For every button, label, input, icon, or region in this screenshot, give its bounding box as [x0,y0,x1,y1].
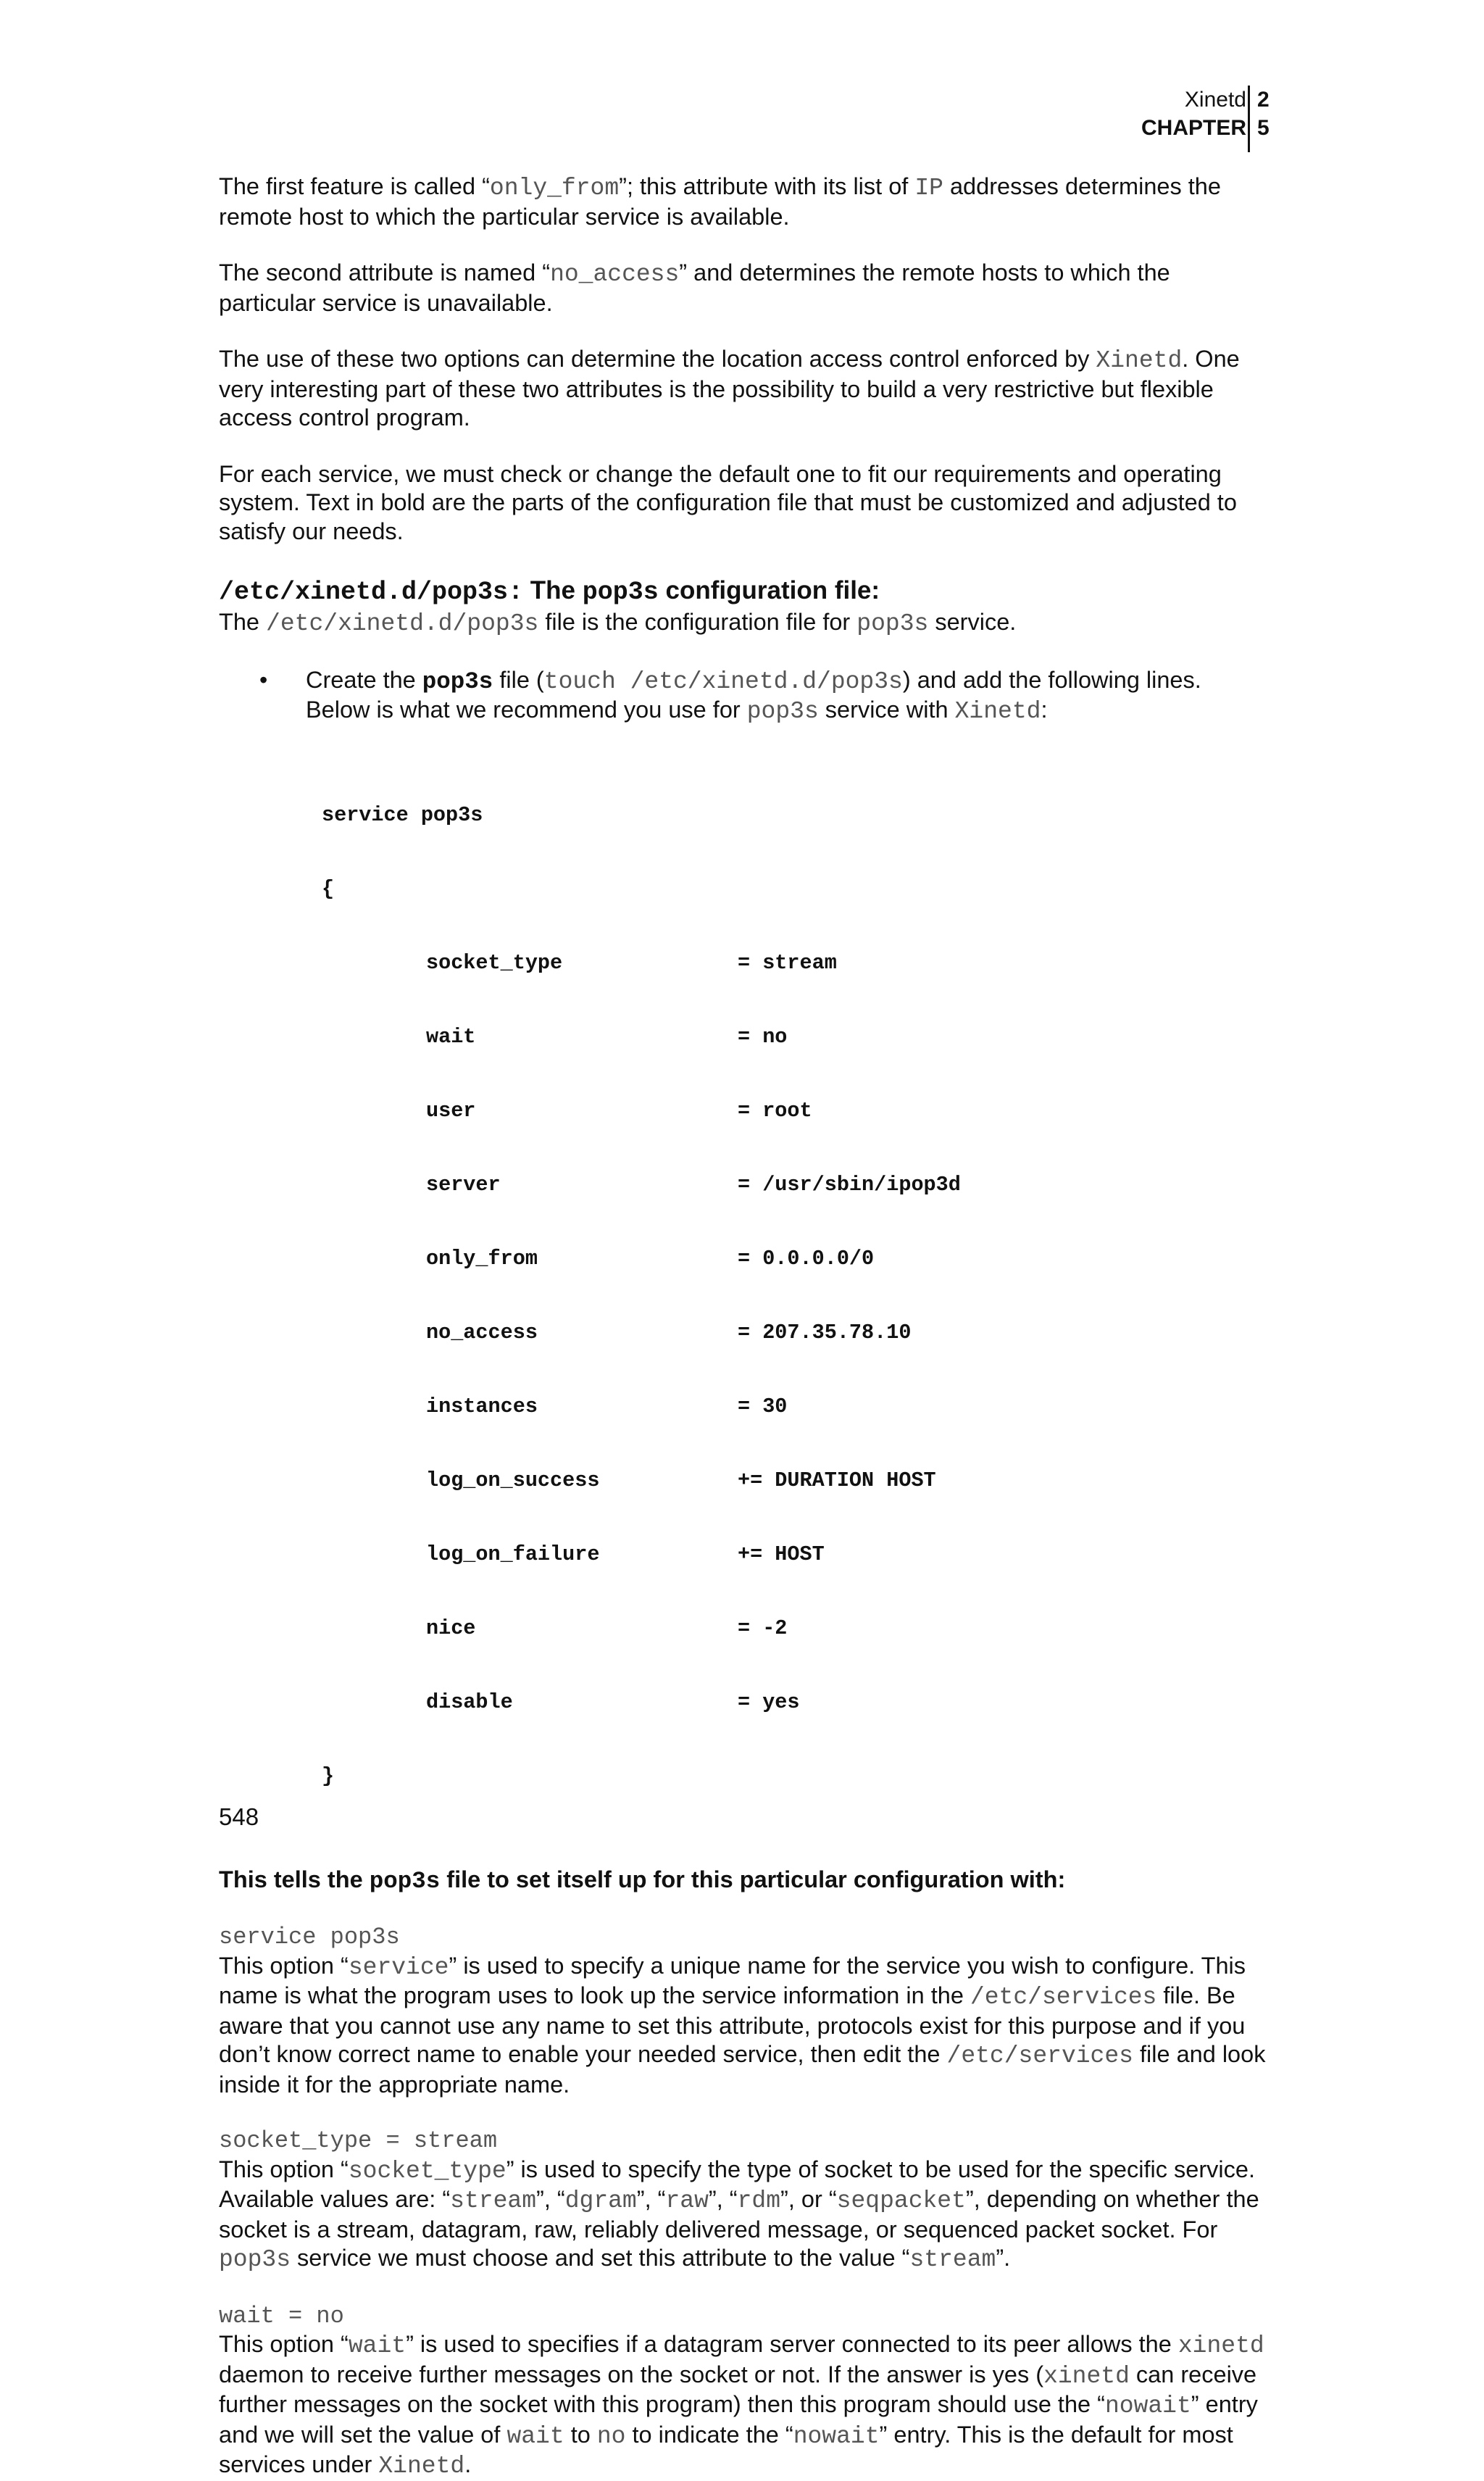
bullet-icon: • [259,666,268,693]
code-entry: nice = -2 [426,1616,788,1640]
option-desc-service: This option “service” is used to specify a unique name for the service you wish to configure. This name is what the program uses to look up the service information in the /etc/services file. Be aware that you cannot use any name to set this attribute, protocols exist for this purpose and if you don’t know correct name to enable your needed service, then edit the /etc/services file and look inside it for the appropriate name. [219,1952,1266,2098]
code-entry: instances = 30 [426,1394,788,1418]
paragraph-only-from: The first feature is called “only_from”; this attribute with its list of IP addresses determines the remote host to which the particular service is available. [219,173,1221,230]
code-entry: server = /usr/sbin/ipop3d [426,1172,961,1197]
paragraph-access-control: The use of these two options can determine the location access control enforced by Xinetd. One very interesting part of these two attributes is the possibility to build a very restrictive but flexible access control program. [219,346,1240,431]
config-code-block [322,754,1268,1838]
option-title-wait: wait = no [219,2302,344,2330]
page-number: 548 [219,1803,259,1830]
header-divider [1248,86,1250,152]
option-desc-wait: This option “wait” is used to specifies if a datagram server connected to its peer allows the xinetd daemon to receive further messages on the socket or not. If the answer is yes (xinetd can receive further messages on the socket with this program) then this program should use the “nowait” entry and we will set the value of wait to no to indicate the “nowait” entry. This is the default for most services under Xinetd. [219,2331,1264,2480]
running-header [1141,86,1246,142]
code-entry: no_access = 207.35.78.10 [426,1320,912,1345]
option-title-service: service pop3s [219,1924,400,1950]
code-entry: log_on_success += DURATION HOST [426,1468,936,1492]
header-chapter-number: 2 5 [1257,88,1270,140]
paragraph-tells: This tells the pop3s file to set itself up for this particular configuration with: [219,1866,1066,1895]
option-title-socket-type: socket_type = stream [219,2127,498,2154]
section-heading: /etc/xinetd.d/pop3s: The pop3s configuration file: [219,576,880,607]
header-chapter-label: CHAPTER [1141,116,1246,140]
code-entry: user = root [426,1098,812,1123]
header-title: Xinetd [1184,88,1246,112]
code-entry: disable = yes [426,1690,800,1714]
code-entry: wait = no [426,1024,788,1049]
code-entry: log_on_failure += HOST [426,1542,825,1566]
page-body [219,173,1268,2481]
bullet-item: • Create the pop3s file (touch /etc/xinetd.d/pop3s) and add the following lines. Below is what we recommend you use for pop3s service with Xinetd: [259,666,1201,725]
code-open-brace: { [322,876,335,901]
paragraph-config-file: The /etc/xinetd.d/pop3s file is the configuration file for pop3s service. [219,609,1017,637]
code-service-line: service pop3s [322,802,483,827]
code-entry: only_from = 0.0.0.0/0 [426,1246,875,1271]
paragraph-no-access: The second attribute is named “no_access” and determines the remote hosts to which the particular service is unavailable. [219,259,1170,316]
option-desc-socket-type: This option “socket_type” is used to specify the type of socket to be used for the specific service. Available values are: “stream”, “dgram”, “raw”, “rdm”, or “seqpacket”, depending on whether the socket is a stream, datagram, raw, reliably delivered message, or sequenced packet socket. For pop3s service we must choose and set this attribute to the value “stream”. [219,2156,1259,2273]
code-entry: socket_type = stream [426,950,837,975]
code-close-brace: } [322,1763,335,1788]
paragraph-each-service: For each service, we must check or change the default one to fit our requirements and operating system. Text in bold are the parts of the configuration file that must be customized and adjusted to satisfy our needs. [219,460,1237,544]
